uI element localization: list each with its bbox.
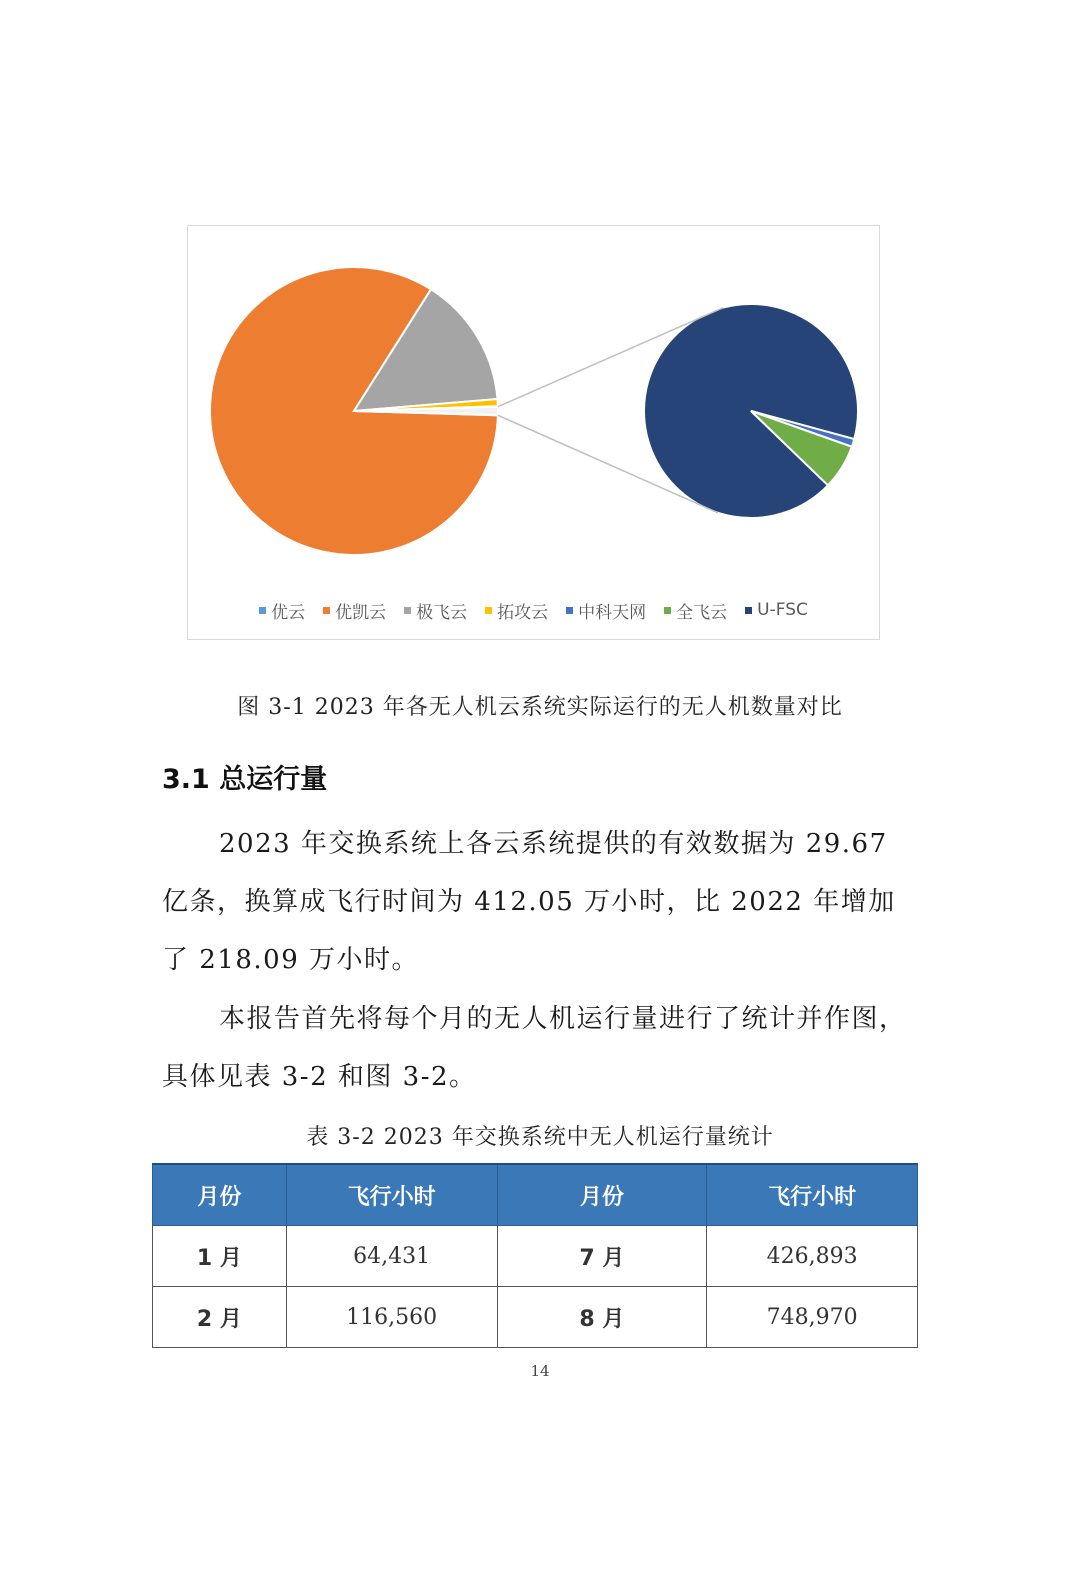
legend-label: 中科天网: [578, 602, 647, 623]
cell-hours: 116,560: [286, 1287, 497, 1348]
legend-swatch: [566, 607, 573, 614]
header-hours-left: 飞行小时: [286, 1164, 497, 1226]
legend-item: [664, 598, 727, 623]
cell-hours: 426,893: [707, 1226, 918, 1287]
header-month-left: 月份: [153, 1164, 287, 1226]
cell-month: 1 月: [153, 1226, 287, 1287]
legend-label: 优云: [271, 602, 306, 623]
legend-swatch: [323, 607, 330, 614]
legend-swatch: [404, 607, 411, 614]
cell-month: 2 月: [153, 1287, 287, 1348]
cell-hours: 64,431: [286, 1226, 497, 1287]
legend-label: 极飞云: [416, 602, 468, 623]
figure-caption: 图 3-1 2023 年各无人机云系统实际运行的无人机数量对比: [237, 695, 843, 720]
cell-month: 8 月: [497, 1287, 707, 1348]
table-row: [153, 1287, 918, 1348]
table-row: [153, 1226, 918, 1287]
cell-month: 7 月: [497, 1226, 707, 1287]
legend-swatch: [745, 607, 752, 614]
legend-label: U-FSC: [757, 600, 808, 620]
legend-swatch: [485, 607, 492, 614]
table-caption: 表 3-2 2023 年交换系统中无人机运行量统计: [306, 1125, 774, 1150]
cell-hours: 748,970: [707, 1287, 918, 1348]
legend-label: 全飞云: [676, 602, 728, 623]
paragraph-monthly-intro: 本报告首先将每个月的无人机运行量进行了统计并作图，具体见表 3-2 和图 3-2。: [162, 1004, 907, 1092]
legend-item: [259, 598, 305, 623]
legend-item: [745, 600, 808, 620]
page-number: 14: [530, 1362, 550, 1380]
legend-swatch: [259, 607, 266, 614]
chart-legend: [188, 598, 879, 622]
pie-of-pie-chart: [187, 225, 880, 640]
header-hours-right: 飞行小时: [707, 1164, 918, 1226]
legend-label: 优凯云: [335, 602, 387, 623]
legend-item: [323, 598, 386, 623]
monthly-flight-hours-table: [152, 1163, 918, 1348]
legend-label: 拓攻云: [497, 602, 549, 623]
pie-chart-svg: [188, 226, 881, 596]
legend-swatch: [664, 607, 671, 614]
section-heading: 3.1 总运行量: [162, 764, 328, 795]
table-header-row: [153, 1164, 918, 1226]
legend-item: [566, 598, 646, 623]
legend-item: [485, 598, 548, 623]
legend-item: [404, 598, 467, 623]
header-month-right: 月份: [497, 1164, 707, 1226]
paragraph-total-volume: 2023 年交换系统上各云系统提供的有效数据为 29.67 亿条，换算成飞行时间为 412.05 万小时，比 2022 年增加了 218.09 万小时。: [162, 829, 896, 975]
